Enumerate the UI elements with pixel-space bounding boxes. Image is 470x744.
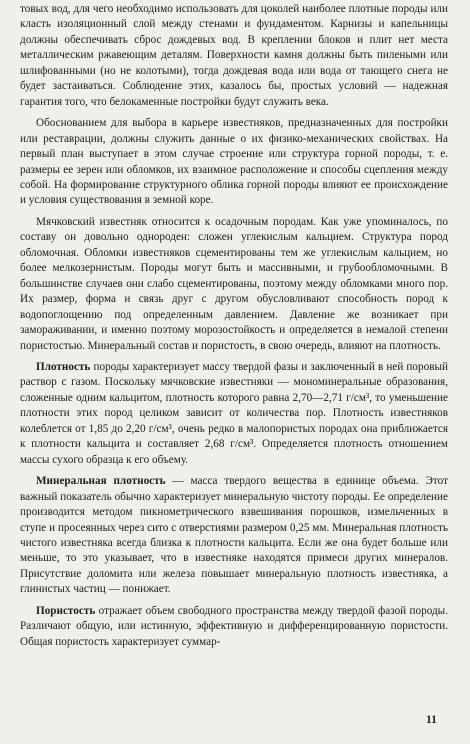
term-mineral-density: Минеральная плотность (36, 475, 166, 488)
paragraph-3 (20, 215, 448, 354)
page-number: 11 (426, 714, 437, 726)
paragraph-3-body: Мячковский известняк относится к осадочным породам. Как уже упоминалось, по составу он довольно однороден: сложен углекислым кальцием. Структура пород обломочная. Обломки известняков сцементированы тем же углекислым кальцием, но более мелкозернистым. Породы могут быть и массивными, и грубообломочными. В большинстве случаев они слабо сцементированы, поэтому между обломками много пор. Их размер, форма и связь друг с другом обусловливают способность пород к водопоглощению под определенным давлением. Давление же возникает при замораживании, и именно поэтому морозостойкость и определяется в немалой степени пористостью. Минеральный состав и пористость, в свою очередь, влияют на плотность. (20, 215, 448, 352)
paragraph-4 (20, 360, 448, 468)
paragraph-1 (20, 2, 448, 110)
paragraph-4-body: породы характеризует массу твердой фазы и заключенный в ней поровый раствор с газом. Поскольку мячковские известняки — мономинеральные образования, сложенные одним кальцитом, плотность которого равна 2,70—2,71 г/см³, то уменьшение плотности этих пород целиком зависит от количества пор. Плотность известняков колеблется от 1,85 до 2,20 г/см³, очень редко в малопористых породах она приближается к плотности кальцита и составляет 2,68 г/см³. Определяется плотность отношением массы сухого образца к его объему. (20, 360, 448, 466)
page-text (20, 2, 448, 650)
paragraph-5 (20, 474, 448, 598)
paragraph-6 (20, 604, 448, 650)
paragraph-5-body: — масса твердого вещества в единице объема. Этот важный показатель обычно характеризует минеральную чистоту породы. Ее определение производится методом пикнометрического взвешивания порошков, измельченных в ступе и просеянных через сито с отверстиями размером 0,25 мм. Минеральная плотность чистого известняка всегда близка к плотности кальцита. Если же она будет больше или меньше, то это указывает, что в известняке находятся примеси других минералов. Присутствие доломита или железа повышает минеральную плотность известняка, а глинистых частиц — понижает. (20, 475, 448, 596)
paragraph-6-body: отражает объем свободного пространства между твердой фазой породы. Различают общую, или истинную, эффективную и дифференцированную пористости. Общая пористость характеризует суммар- (20, 604, 448, 648)
paragraph-1-body: товых вод, для чего необходимо использовать для цоколей наиболее плотные породы или класть изоляционный слой между стенами и фундаментом. Карнизы и капельницы должны обеспечивать сброс дождевых вод. В креплении блоков и плит нет места металлическим ржавеющим деталям. Поверхности камня должны быть пилеными или шлифованными (но не колотыми), тогда дождевая вода или вода от тающего снега не будет застаиваться. Соблюдение этих, казалось бы, простых условий — надежная гарантия того, что белокаменные постройки будут служить века. (20, 3, 448, 108)
term-porosity: Пористость (36, 604, 96, 617)
paragraph-2-body: Обоснованием для выбора в карьере известняков, предназначенных для постройки или реставрации, должны служить данные о их физико-механических свойствах. На первый план выступает в этом случае строение или структура горной породы, т. е. размеры ее зерен или обломков, их взаимное расположение и способы сцепления между собой. На формирование структурного облика горной породы влияют ее происхождение и условия существования в земной коре. (20, 117, 448, 207)
term-density: Плотность (36, 360, 91, 373)
paragraph-2 (20, 116, 448, 209)
